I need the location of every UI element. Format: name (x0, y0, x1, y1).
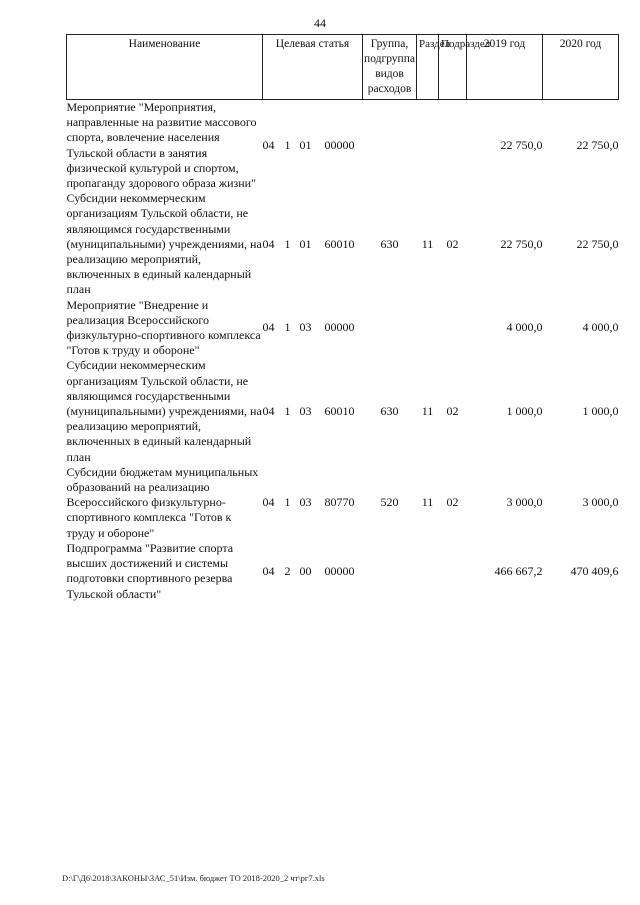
row-target-code (263, 191, 363, 297)
code-event: 03 (299, 320, 312, 335)
header-group: Группа, подгруппа видов расходов (363, 35, 417, 100)
row-group (363, 298, 417, 359)
code-direction: 00000 (324, 138, 355, 152)
code-event: 01 (299, 236, 312, 251)
row-section: 11 (421, 404, 434, 419)
row-target-code (263, 298, 363, 359)
table-row (67, 298, 619, 359)
table-row (67, 541, 619, 602)
row-amount-2020: 4 000,0 (582, 320, 619, 335)
table-header-row (67, 35, 619, 100)
row-amount-2019: 4 000,0 (506, 320, 543, 335)
code-event: 01 (299, 138, 312, 152)
row-subsection: 02 (446, 404, 459, 419)
code-program: 04 (262, 495, 275, 510)
header-target: Целевая статья (263, 35, 363, 100)
table-row (67, 358, 619, 464)
row-name: Субсидии некоммерческим организациям Тульской области, не являющимся государственными (муниципальными) учреждениями, на реализацию мероприятий, включенных в единый календарный план (66, 358, 262, 464)
row-group (363, 541, 417, 602)
row-subsection: 02 (446, 236, 459, 251)
row-target-code (263, 465, 363, 541)
header-name: Наименование (67, 35, 263, 100)
row-section: 11 (421, 236, 434, 251)
table-row (67, 191, 619, 297)
header-year-2019: 2019 год (467, 35, 543, 100)
code-program: 04 (262, 563, 275, 578)
code-direction: 60010 (324, 236, 355, 251)
budget-table (66, 34, 619, 602)
row-amount-2019: 3 000,0 (506, 495, 543, 510)
header-year-2020: 2020 год (543, 35, 619, 100)
row-name: Мероприятие "Внедрение и реализация Всероссийского физкультурно-спортивного комплекса "Готов к труду и обороне" (66, 297, 261, 358)
code-subprogram: 1 (284, 495, 291, 510)
row-group: 630 (380, 236, 399, 251)
header-section: Раздел (417, 35, 439, 100)
row-subsection (439, 100, 467, 192)
row-amount-2019: 22 750,0 (500, 236, 543, 251)
code-program: 04 (262, 320, 275, 335)
row-amount-2020: 22 750,0 (576, 138, 619, 152)
file-path-footer: D:\Г\Д6\2018\ЗАКОНЫ\ЗАС_51\Изм. бюджет ТО 2018-2020_2 чт\рг7.xls (62, 873, 325, 883)
page-number: 44 (314, 16, 326, 30)
row-target-code (263, 541, 363, 602)
row-section (417, 298, 439, 359)
row-subsection: 02 (446, 495, 459, 510)
row-amount-2020: 470 409,6 (570, 563, 619, 578)
code-direction: 00000 (324, 320, 355, 335)
row-subsection (439, 298, 467, 359)
table-row (67, 465, 619, 541)
row-amount-2019: 1 000,0 (506, 404, 543, 419)
row-amount-2020: 1 000,0 (582, 404, 619, 419)
code-subprogram: 1 (284, 138, 291, 152)
header-subsection: Подраздел (439, 35, 467, 100)
code-subprogram: 1 (284, 404, 291, 419)
row-target-code (263, 358, 363, 464)
row-section (417, 541, 439, 602)
code-program: 04 (262, 236, 275, 251)
code-program: 04 (262, 138, 275, 152)
table-row (67, 100, 619, 192)
row-section: 11 (421, 495, 434, 510)
row-subsection (439, 541, 467, 602)
code-direction: 00000 (324, 563, 355, 578)
row-section (417, 100, 439, 192)
row-amount-2019: 22 750,0 (500, 138, 543, 152)
code-subprogram: 1 (284, 236, 291, 251)
row-name: Мероприятие "Мероприятия, направленные на развитие массового спорта, вовлечение населения Тульской области в занятия физической культурой и спортом, пропаганду здорового образа жизни" (66, 100, 257, 191)
code-subprogram: 2 (284, 563, 291, 578)
row-amount-2019: 466 667,2 (494, 563, 543, 578)
code-direction: 80770 (324, 495, 355, 510)
code-event: 03 (299, 495, 312, 510)
row-amount-2020: 3 000,0 (582, 495, 619, 510)
row-group: 630 (380, 404, 399, 419)
row-name: Субсидии бюджетам муниципальных образований на реализацию Всероссийского физкультурно-спортивного комплекса "Готов к труду и обороне" (66, 464, 259, 540)
row-name: Субсидии некоммерческим организациям Тульской области, не являющимся государственными (муниципальными) учреждениями, на реализацию мероприятий, включенных в единый календарный план (66, 191, 262, 297)
code-direction: 60010 (324, 404, 355, 419)
row-target-code (263, 100, 363, 192)
row-group (363, 100, 417, 192)
row-amount-2020: 22 750,0 (576, 236, 619, 251)
code-subprogram: 1 (284, 320, 291, 335)
code-event: 03 (299, 404, 312, 419)
row-group: 520 (380, 495, 399, 510)
row-name: Подпрограмма "Развитие спорта высших достижений и системы подготовки спортивного резерва Тульской области" (66, 540, 234, 601)
code-program: 04 (262, 404, 275, 419)
code-event: 00 (299, 563, 312, 578)
